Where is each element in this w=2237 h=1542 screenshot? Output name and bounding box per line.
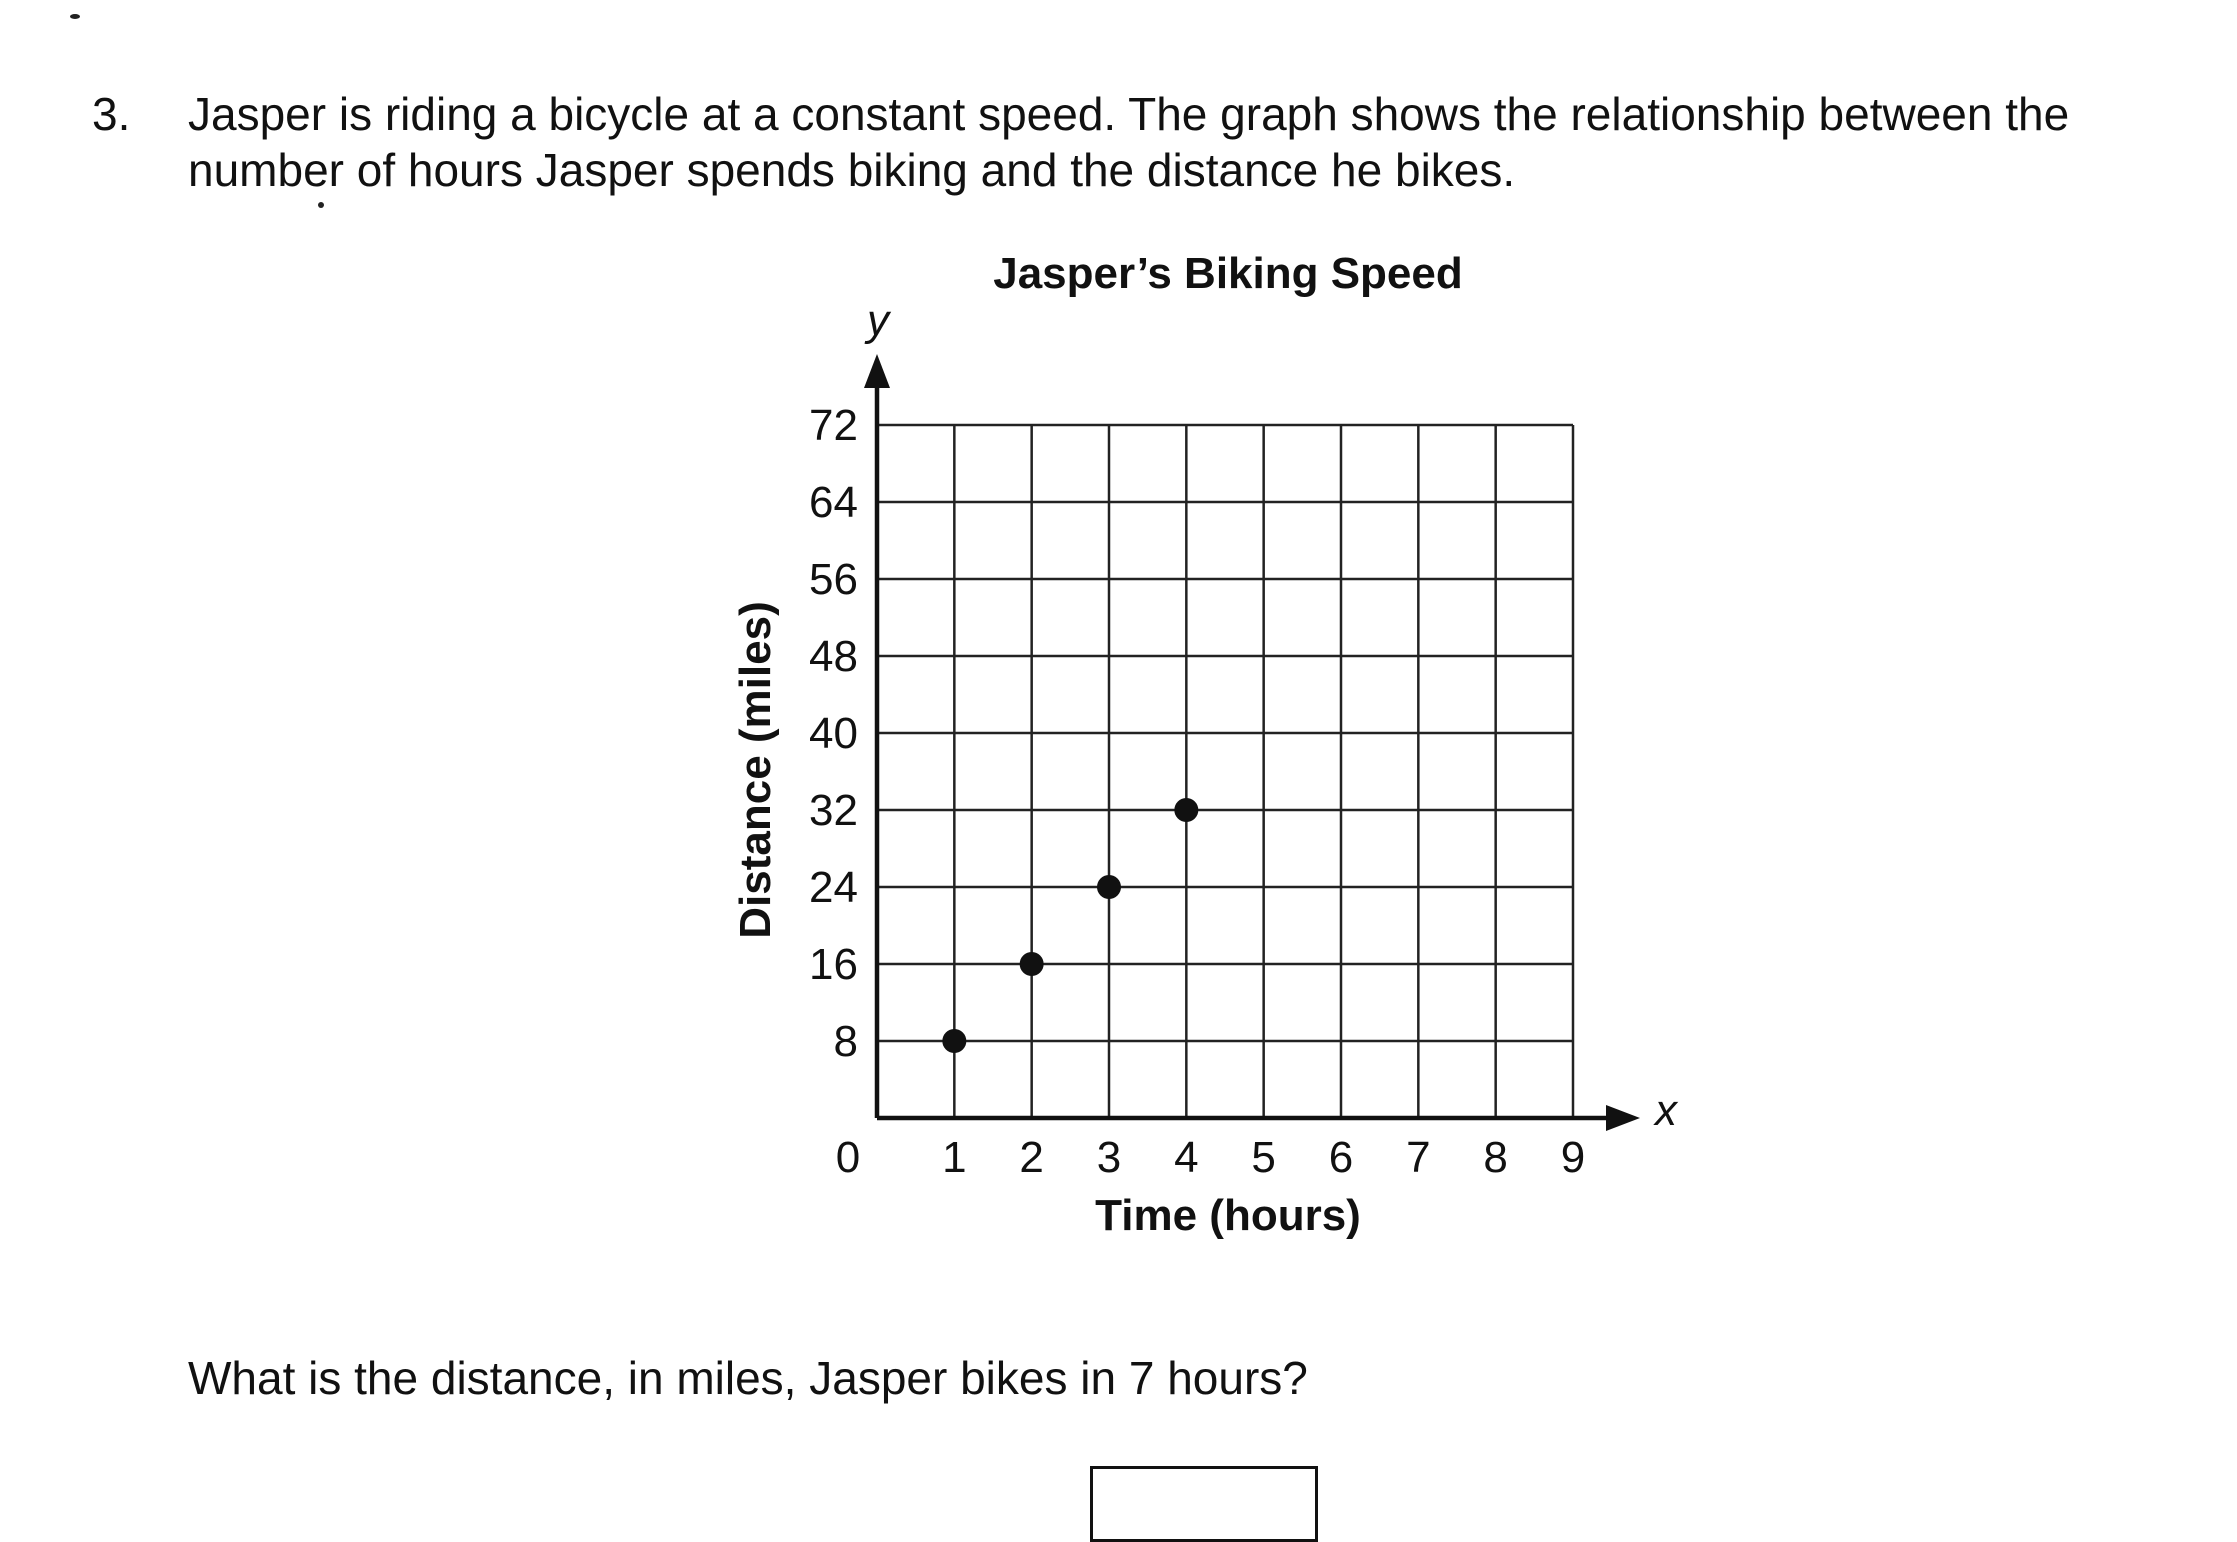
- x-tick-label: 2: [1019, 1133, 1044, 1182]
- chart-data-points: [942, 798, 1198, 1053]
- x-tick-label: 5: [1251, 1133, 1276, 1182]
- chart-grid: [877, 425, 1573, 1118]
- x-axis-title: Time (hours): [1095, 1191, 1361, 1240]
- y-tick-label: 16: [809, 940, 858, 989]
- origin-label: 0: [835, 1133, 861, 1182]
- y-tick-label: 32: [809, 786, 858, 835]
- chart-title: Jasper’s Biking Speed: [993, 249, 1463, 298]
- question-text: Jasper is riding a bicycle at a constant speed. The graph shows the relationship between the number of hours Jasper spends biking and the distance he bikes.: [188, 88, 2070, 196]
- data-point: [1174, 798, 1198, 822]
- x-tick-label: 3: [1096, 1133, 1122, 1182]
- y-tick-label: 48: [809, 632, 858, 681]
- x-tick-label: 8: [1483, 1133, 1508, 1182]
- answer-input-box[interactable]: [1090, 1466, 1318, 1542]
- y-tick-label: 24: [809, 863, 858, 912]
- y-tick-label: 72: [809, 401, 858, 450]
- y-axis-title: Distance (miles): [731, 601, 780, 939]
- data-point: [1097, 875, 1121, 899]
- y-axis-arrow: [864, 354, 890, 388]
- x-tick-label: 1: [942, 1133, 967, 1182]
- scan-speck: [318, 202, 324, 208]
- y-tick-label: 64: [809, 478, 858, 527]
- followup-question: What is the distance, in miles, Jasper bikes in 7 hours?: [188, 1352, 1308, 1404]
- x-tick-label: 4: [1174, 1133, 1199, 1182]
- x-tick-label: 9: [1560, 1133, 1586, 1182]
- data-point: [1020, 952, 1044, 976]
- data-point: [942, 1029, 966, 1053]
- x-axis-letter: x: [1655, 1086, 1677, 1135]
- y-axis-letter: y: [867, 296, 889, 345]
- question-number: 3.: [92, 88, 131, 140]
- chart-tick-labels: [809, 401, 1585, 1182]
- chart-axes: [864, 354, 1640, 1131]
- x-tick-label: 6: [1328, 1133, 1354, 1182]
- y-tick-label: 40: [809, 709, 858, 758]
- y-tick-label: 8: [833, 1017, 858, 1066]
- x-tick-label: 7: [1406, 1133, 1431, 1182]
- x-axis-arrow: [1606, 1105, 1640, 1131]
- scan-speck: [70, 14, 80, 19]
- y-tick-label: 56: [809, 555, 858, 604]
